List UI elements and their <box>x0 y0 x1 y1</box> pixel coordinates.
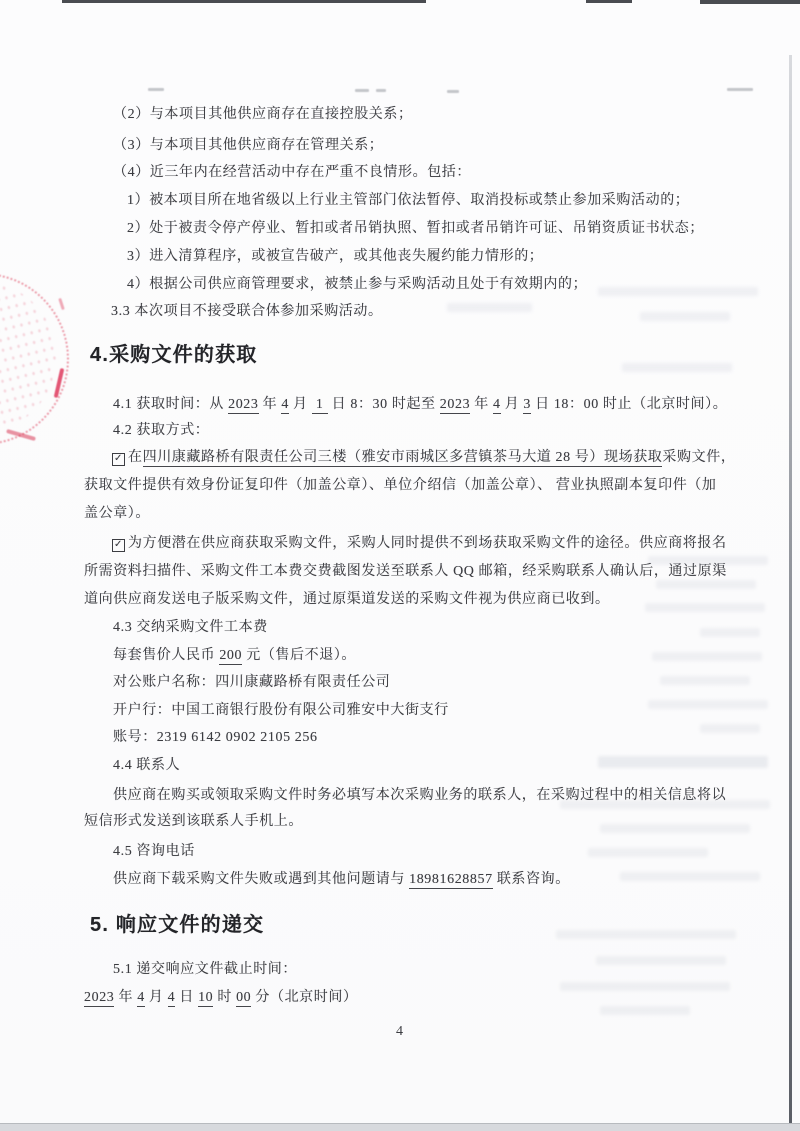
text: 月 <box>500 397 524 412</box>
line-contact-text: 供应商在购买或领取采购文件时务必填写本次采购业务的联系人，在采购过程中的相关信息将以 <box>113 788 727 803</box>
underlined-day: 1 <box>311 397 328 412</box>
text: 每套售价人民币 <box>113 648 220 663</box>
underlined-day: 3 <box>523 397 532 412</box>
text: 年 <box>114 990 138 1005</box>
line-contact-text-cont: 短信形式发送到该联系人手机上。 <box>84 814 303 829</box>
clause-4: （4）近三年内在经营活动中存在严重不良情形。包括： <box>113 165 471 180</box>
line-fee-price <box>113 644 356 664</box>
clause-2: （2）与本项目其他供应商存在直接控股关系； <box>113 107 413 122</box>
underlined-year: 2023 <box>84 990 115 1005</box>
bleedthrough-mark <box>556 930 736 939</box>
text: 供应商下载采购文件失败或遇到其他问题请与 <box>113 872 410 887</box>
underlined-month: 4 <box>137 990 145 1005</box>
bleedthrough-mark <box>600 1006 690 1015</box>
bleedthrough-mark <box>700 628 760 637</box>
scan-edge-top <box>586 0 632 3</box>
text: 日 18：00 时止（北京时间）。 <box>531 397 728 412</box>
text: 联系咨询。 <box>492 872 570 887</box>
bleedthrough-mark <box>648 700 768 709</box>
underlined-year: 2023 <box>439 397 471 412</box>
text: 时 <box>213 990 237 1005</box>
text: 年 <box>258 397 282 412</box>
underlined-minute: 00 <box>236 990 252 1005</box>
text: 为方便潜在供应商获取采购文件，采购人同时提供不到场获取采购文件的途径。供应商将报名 <box>128 536 727 551</box>
checked-checkbox-icon: ✓ <box>112 453 125 466</box>
bleedthrough-mark <box>598 756 768 768</box>
text: 月 <box>288 397 312 412</box>
bleedthrough-mark <box>727 88 753 91</box>
checked-checkbox-icon: ✓ <box>112 539 125 552</box>
text: 年 <box>470 397 493 412</box>
bleedthrough-mark <box>620 872 760 881</box>
underlined-month: 4 <box>281 397 289 412</box>
scan-edge-bottom <box>0 1123 800 1131</box>
heading-section-5: 5. 响应文件的递交 <box>90 914 265 936</box>
underlined-day: 4 <box>167 990 176 1005</box>
red-seal-stamp-arc <box>58 298 65 310</box>
bleedthrough-mark <box>588 848 708 857</box>
underlined-hour: 10 <box>198 990 214 1005</box>
clause-3-3: 3.3 本次项目不接受联合体参加采购活动。 <box>111 304 383 319</box>
bleedthrough-mark <box>645 603 765 612</box>
text: 4.1 获取时间：从 <box>113 397 229 412</box>
text: 分（北京时间） <box>251 990 358 1005</box>
bleedthrough-mark <box>640 312 730 321</box>
bleedthrough-mark <box>652 652 762 661</box>
text: 元（售后不退）。 <box>242 648 357 663</box>
line-phone-heading: 4.5 咨询电话 <box>113 844 195 859</box>
bleedthrough-mark <box>560 800 770 809</box>
underlined-year: 2023 <box>228 397 259 412</box>
line-onsite-option-cont: 盖公章）。 <box>84 506 150 521</box>
text: 在 <box>128 450 143 465</box>
scan-edge-right <box>789 55 792 1125</box>
line-account-number: 账号：2319 6142 0902 2105 256 <box>113 730 318 745</box>
bleedthrough-mark <box>596 956 726 965</box>
bleedthrough-mark <box>648 556 768 565</box>
line-bank: 开户行：中国工商银行股份有限公司雅安中大街支行 <box>113 703 449 718</box>
underlined-address: 四川康藏路桥有限责任公司三楼（雅安市雨城区多营镇茶马大道 28 号）现场获取 <box>142 450 663 465</box>
bleedthrough-mark <box>598 287 758 296</box>
bleedthrough-mark <box>355 89 369 92</box>
bleedthrough-mark <box>656 580 756 589</box>
bleedthrough-mark <box>447 303 532 312</box>
text: 日 8：30 时起至 <box>327 397 440 412</box>
bleedthrough-mark <box>622 363 732 372</box>
bleedthrough-mark <box>600 824 750 833</box>
underlined-phone-number: 18981628857 <box>409 872 493 887</box>
text: 日 <box>175 990 199 1005</box>
subclause-2: 2）处于被责令停产停业、暂扣或者吊销执照、暂扣或者吊销许可证、吊销资质证书状态； <box>127 221 704 236</box>
line-onsite-option-cont: 获取文件提供有效身份证复印件（加盖公章）、单位介绍信（加盖公章）、 营业执照副本复印件（加 <box>84 478 717 493</box>
text: 月 <box>144 990 168 1005</box>
bleedthrough-mark <box>148 88 164 91</box>
text: 采购文件， <box>662 450 736 465</box>
scan-edge-top <box>700 0 800 4</box>
line-remote-option-cont: 道向供应商发送电子版采购文件，通过原渠道发送的采购文件视为供应商已收到。 <box>84 592 610 607</box>
line-account-name: 对公账户名称：四川康藏路桥有限责任公司 <box>113 675 391 690</box>
scan-edge-top <box>62 0 426 3</box>
line-obtain-time <box>113 393 727 413</box>
subclause-4: 4）根据公司供应商管理要求，被禁止参与采购活动且处于有效期内的； <box>127 277 588 292</box>
line-remote-option <box>112 532 727 552</box>
line-phone-text <box>113 868 570 888</box>
bleedthrough-mark <box>660 676 750 685</box>
subclause-3: 3）进入清算程序，或被宣告破产，或其他丧失履约能力情形的； <box>127 249 544 264</box>
subclause-1: 1）被本项目所在地省级以上行业主管部门依法暂停、取消投标或禁止参加采购活动的； <box>127 193 690 208</box>
heading-section-4: 4.采购文件的获取 <box>90 344 258 366</box>
bleedthrough-mark <box>447 90 459 93</box>
page-number: 4 <box>396 1024 404 1039</box>
line-fee-heading: 4.3 交纳采购文件工本费 <box>113 620 268 635</box>
clause-3: （3）与本项目其他供应商存在管理关系； <box>113 138 384 153</box>
line-deadline-date <box>84 986 358 1006</box>
underlined-month: 4 <box>492 397 501 412</box>
underlined-price: 200 <box>219 648 243 663</box>
bleedthrough-mark <box>560 982 730 991</box>
line-onsite-option <box>112 446 735 466</box>
bleedthrough-mark <box>700 724 760 733</box>
line-contact-heading: 4.4 联系人 <box>113 758 181 773</box>
line-deadline-heading: 5.1 递交响应文件截止时间： <box>113 962 297 977</box>
bleedthrough-mark <box>376 89 386 92</box>
line-remote-option-cont: 所需资料扫描件、采购文件工本费交费截图发送至联系人 QQ 邮箱，经采购联系人确认后，通过原渠 <box>84 564 727 579</box>
line-obtain-method: 4.2 获取方式： <box>113 423 210 438</box>
